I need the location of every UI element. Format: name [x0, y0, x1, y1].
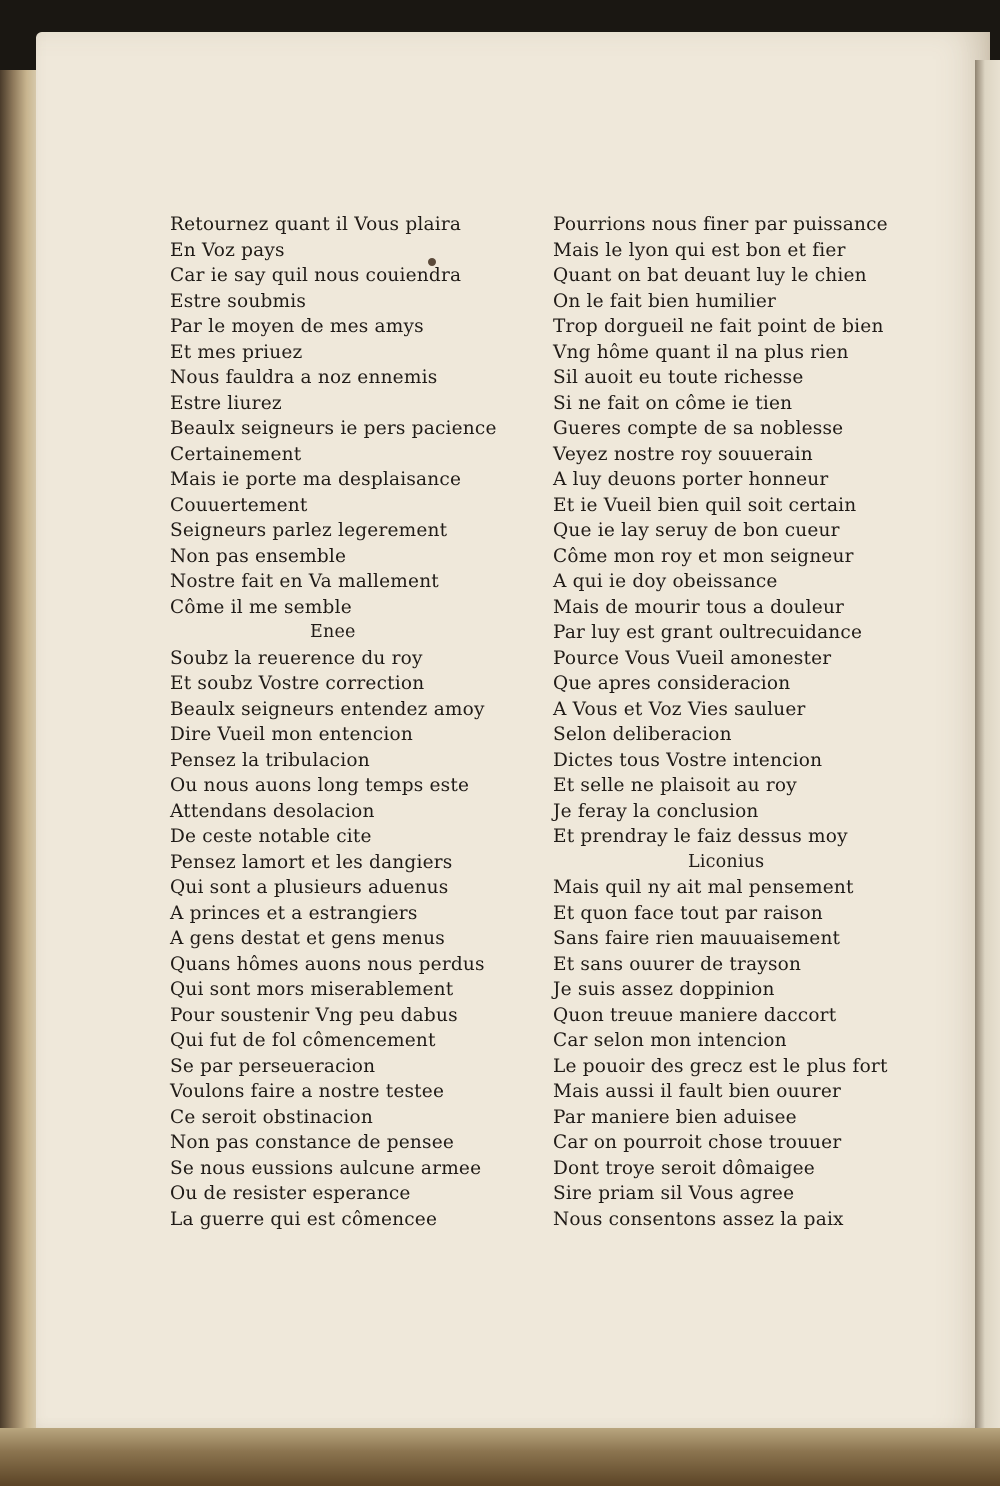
verse-line: Nous consentons assez la paix [553, 1208, 844, 1230]
verse-line: Estre liurez [170, 392, 282, 414]
verse-line: Quant on bat deuant luy le chien [553, 265, 867, 286]
verse-line: Se par perseueracion [170, 1055, 376, 1077]
verse-line: Que ie lay seruy de bon cueur [553, 520, 840, 541]
verse-line: Par maniere bien aduisee [553, 1106, 797, 1128]
verse-line: A Vous et Voz Vies sauluer [553, 698, 806, 720]
verse-line: Mais aussi il fault bien ouurer [553, 1081, 842, 1102]
verse-line: Beaulx seigneurs entendez amoy [170, 698, 485, 720]
verse-line: Mais ie porte ma desplaisance [170, 469, 462, 490]
verse-line: Et mes priuez [170, 341, 303, 363]
book-edge-left [0, 70, 38, 1450]
verse-line: La guerre qui est cômencee [170, 1208, 438, 1230]
verse-line: Certainement [170, 443, 302, 465]
verse-line: Et ie Vueil bien quil soit certain [553, 494, 857, 516]
verse-line: Pourrions nous finer par puissance [553, 214, 888, 235]
verse-line: Sil auoit eu toute richesse [553, 367, 804, 388]
speaker-name: Enee [310, 622, 356, 642]
verse-line: Et quon face tout par raison [553, 902, 823, 924]
verse-line: On le fait bien humilier [553, 290, 777, 312]
verse-line: Nous fauldra a noz ennemis [170, 367, 438, 388]
verse-line: Dictes tous Vostre intencion [553, 749, 823, 771]
verse-line: En Voz pays [170, 239, 285, 261]
verse-line: Je feray la conclusion [553, 800, 759, 822]
verse-line: Par le moyen de mes amys [170, 316, 424, 337]
verse-line: Vng hôme quant il na plus rien [553, 341, 849, 363]
verse-line: Mais le lyon qui est bon et fier [553, 239, 846, 261]
verse-line: Trop dorgueil ne fait point de bien [553, 316, 884, 337]
verse-line: Pensez la tribulacion [170, 749, 370, 771]
verse-line: Si ne fait on côme ie tien [553, 392, 793, 414]
verse-line: Dire Vueil mon entencion [170, 724, 413, 745]
verse-line: Qui fut de fol cômencement [170, 1030, 436, 1051]
verse-line: Qui sont mors miserablement [170, 979, 454, 1000]
speaker-name: Liconius [688, 851, 765, 872]
verse-line: Couuertement [170, 494, 308, 516]
verse-line: Je suis assez doppinion [553, 979, 775, 1000]
verse-line: Qui sont a plusieurs aduenus [170, 877, 449, 898]
verse-line: Veyez nostre roy souuerain [553, 443, 813, 465]
verse-line: Ou nous auons long temps este [170, 775, 470, 796]
verse-line: Quon treuue maniere daccort [553, 1004, 837, 1026]
verse-line: Et sans ouurer de trayson [553, 953, 802, 975]
verse-line: A princes et a estrangiers [170, 902, 418, 924]
verse-line: Soubz la reuerence du roy [170, 647, 423, 669]
verse-line: Selon deliberacion [553, 724, 732, 745]
verse-line: Et prendray le faiz dessus moy [553, 826, 848, 847]
verse-line: Ce seroit obstinacion [170, 1106, 373, 1128]
verse-line: Non pas ensemble [170, 545, 347, 567]
verse-line: Car on pourroit chose trouuer [553, 1132, 842, 1153]
verse-line: Beaulx seigneurs ie pers pacience [170, 418, 497, 439]
verse-line: Le pouoir des grecz est le plus fort [553, 1055, 888, 1077]
verse-line: Et selle ne plaisoit au roy [553, 775, 797, 796]
verse-line: Pource Vous Vueil amonester [553, 647, 832, 669]
verse-line: Côme mon roy et mon seigneur [553, 545, 854, 567]
verse-line: Que apres consideracion [553, 673, 791, 694]
verse-line: Mais de mourir tous a douleur [553, 596, 845, 618]
facing-page-edge [975, 60, 1000, 1440]
verse-line: Gueres compte de sa noblesse [553, 418, 844, 439]
verse-line: Attendans desolacion [170, 800, 375, 822]
verse-line: Voulons faire a nostre testee [170, 1081, 445, 1102]
book-bottom-edge [0, 1428, 1000, 1486]
verse-line: A gens destat et gens menus [170, 928, 445, 949]
verse-line: Seigneurs parlez legerement [170, 520, 448, 541]
verse-line: Dont troye seroit dômaigee [553, 1157, 815, 1179]
verse-line: Ou de resister esperance [170, 1183, 411, 1204]
verse-line: Par luy est grant oultrecuidance [553, 622, 863, 643]
verse-line: Nostre fait en Va mallement [170, 571, 439, 592]
verse-line: Sire priam sil Vous agree [553, 1183, 795, 1204]
verse-line: Pour soustenir Vng peu dabus [170, 1004, 458, 1026]
verse-line: A luy deuons porter honneur [553, 469, 829, 490]
verse-line: Car selon mon intencion [553, 1030, 787, 1051]
verse-line: Quans hômes auons nous perdus [170, 953, 485, 975]
verse-line: De ceste notable cite [170, 826, 372, 847]
verse-line: Et soubz Vostre correction [170, 673, 425, 694]
verse-line: Estre soubmis [170, 290, 307, 312]
text-column-left [170, 212, 550, 1232]
verse-line: Pensez lamort et les dangiers [170, 851, 453, 873]
verse-line: Retournez quant il Vous plaira [170, 214, 462, 235]
verse-line: Car ie say quil nous couiendra [170, 265, 462, 286]
verse-line: Côme il me semble [170, 596, 352, 618]
text-column-right [553, 212, 928, 1232]
verse-line: A qui ie doy obeissance [553, 571, 778, 592]
verse-line: Se nous eussions aulcune armee [170, 1157, 482, 1179]
verse-line: Sans faire rien mauuaisement [553, 928, 841, 949]
verse-line: Non pas constance de pensee [170, 1132, 455, 1153]
verse-line: Mais quil ny ait mal pensement [553, 877, 854, 898]
